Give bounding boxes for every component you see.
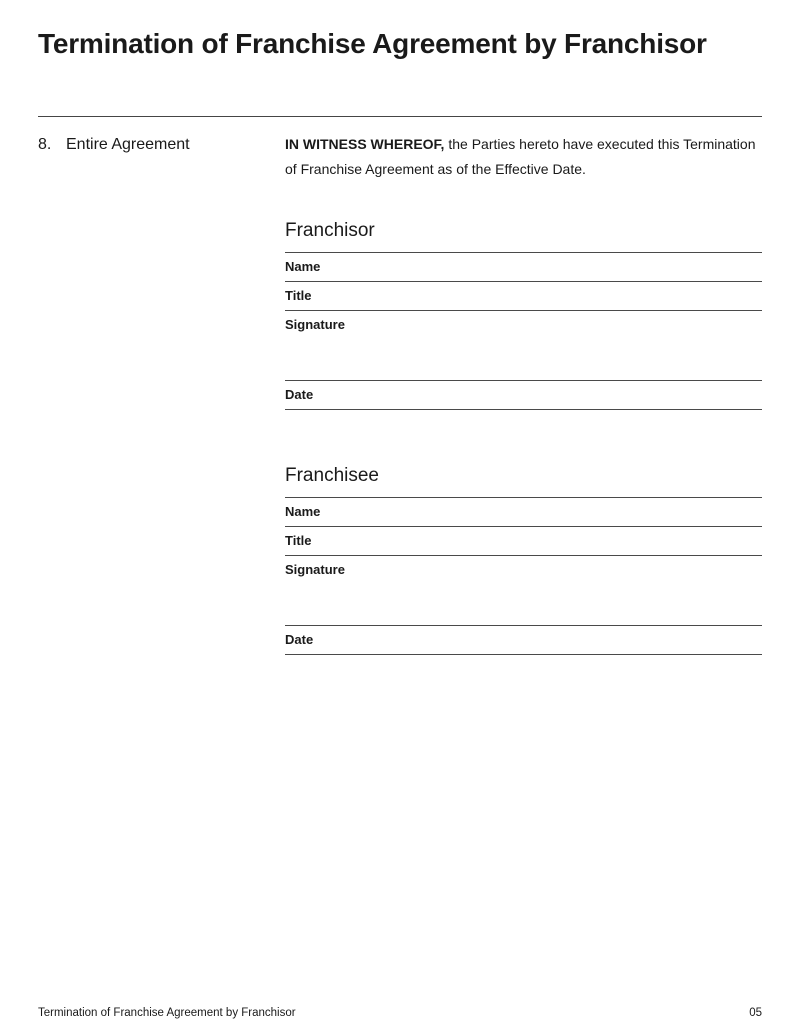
section-heading: [38, 136, 190, 154]
footer-page-number: 05: [749, 1007, 762, 1019]
franchisor-name-field[interactable]: [285, 253, 762, 282]
page-title: Termination of Franchise Agreement by Franchisor: [38, 28, 707, 59]
title-field-label: Title: [285, 533, 312, 548]
title-divider: [38, 116, 762, 117]
name-field-label: Name: [285, 504, 321, 519]
page-footer: [38, 1007, 762, 1020]
date-field-label: Date: [285, 387, 314, 402]
title-field-label: Title: [285, 288, 312, 303]
franchisor-signature-field[interactable]: [285, 311, 762, 381]
franchisor-signature-block: [285, 219, 762, 410]
franchisee-name-field[interactable]: [285, 498, 762, 527]
signature-field-label: Signature: [285, 562, 345, 577]
franchisee-signature-block: [285, 464, 762, 655]
franchisor-date-field[interactable]: [285, 381, 762, 410]
franchisee-date-field[interactable]: [285, 626, 762, 655]
witness-clause-body: the Parties hereto have executed this Termination of Franchise Agreement as of the Effective Date.: [285, 136, 756, 177]
franchisor-heading: Franchisor: [285, 220, 375, 241]
footer-document-name: Termination of Franchise Agreement by Franchisor: [38, 1007, 296, 1019]
franchisee-fields: [285, 497, 762, 655]
franchisee-signature-field[interactable]: [285, 556, 762, 626]
section-number: 8.: [38, 136, 52, 153]
franchisee-heading: Franchisee: [285, 465, 379, 486]
section-label: Entire Agreement: [66, 136, 190, 153]
name-field-label: Name: [285, 259, 321, 274]
witness-clause: [285, 132, 762, 182]
signature-field-label: Signature: [285, 317, 345, 332]
date-field-label: Date: [285, 632, 314, 647]
witness-clause-lead: IN WITNESS WHEREOF,: [285, 136, 445, 152]
franchisor-title-field[interactable]: [285, 282, 762, 311]
franchisor-fields: [285, 252, 762, 410]
franchisee-title-field[interactable]: [285, 527, 762, 556]
